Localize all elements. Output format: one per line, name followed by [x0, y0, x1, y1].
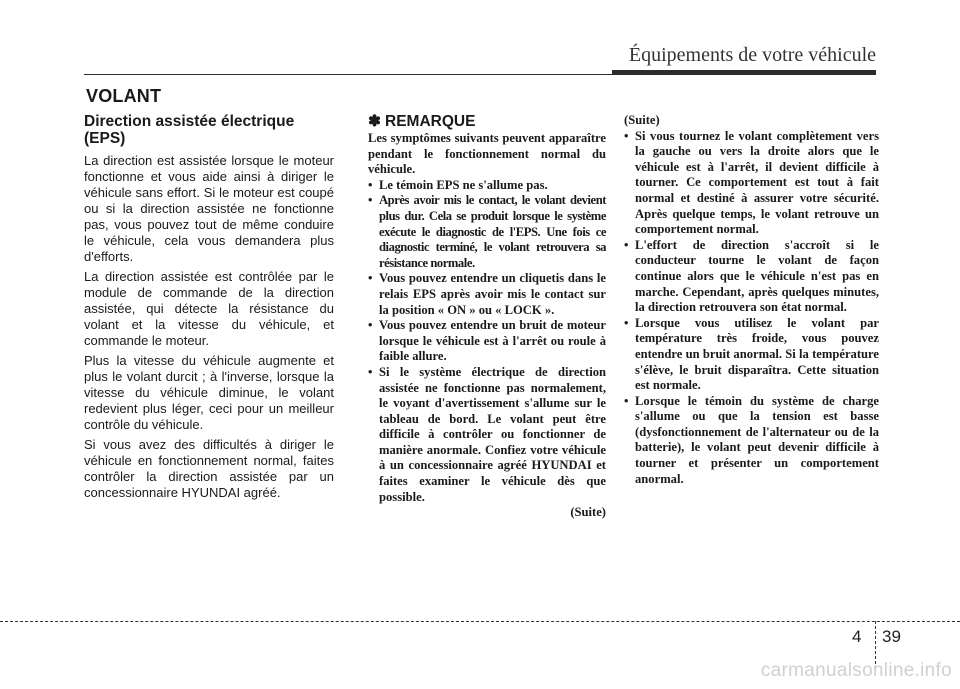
remarque-list-continued: [624, 129, 879, 488]
section-title: VOLANT: [86, 86, 162, 106]
remarque-intro: Les symptômes suivants peuvent apparaître pendant le fonctionnement normal du véhicule.: [368, 131, 606, 177]
footer-rule: [0, 621, 960, 622]
eps-paragraph: Plus la vitesse du véhicule augmente et plus le volant durcit ; à l'inverse, lorsque la vitesse du véhicule diminue, le volant redevient plus léger, ceci pour un meilleur contrôle du véhicule.: [84, 353, 334, 432]
watermark: carmanualsonline.info: [760, 660, 952, 681]
column-remarque: [368, 113, 606, 521]
list-item: • Lorsque le témoin du système de charge s'allume ou que la tension est basse (dysfonctionnement de l'alternateur ou de la batterie), le volant peut devenir difficile à tourner et présenter un comportement anormal.: [624, 394, 879, 488]
remarque-list: [368, 178, 606, 505]
list-item: • Le témoin EPS ne s'allume pas.: [368, 178, 606, 194]
header-rule: [84, 74, 876, 75]
remarque-title: REMARQUE: [385, 113, 476, 130]
asterisk-icon: ✽: [368, 113, 381, 130]
list-item: • L'effort de direction s'accroît si le conducteur tourne le volant de façon continue alors que le véhicule n'est pas en marche. Cependant, après quelques minutes, la direction retrouvera son état normal.: [624, 238, 879, 316]
continued-label: (Suite): [624, 113, 660, 127]
list-item: • Lorsque vous utilisez le volant par température très froide, vous pouvez entendre un bruit anormal. Si la température s'élève, le bruit disparaîtra. Cette situation est normale.: [624, 316, 879, 394]
eps-subheading-line1: Direction assistée électrique: [84, 113, 295, 130]
column-remarque-continued: [624, 113, 879, 487]
chapter-number: 4: [852, 627, 862, 646]
page-number: 39: [882, 627, 901, 646]
list-item: • Vous pouvez entendre un bruit de moteur lorsque le véhicule est à l'arrêt ou roule à faible allure.: [368, 318, 606, 365]
eps-paragraph: La direction assistée est contrôlée par le module de commande de la direction assistée, qui détecte la résistance du volant et la vitesse du véhicule, et commande le moteur.: [84, 269, 334, 348]
continued-label: (Suite): [570, 505, 606, 520]
list-item: • Si le système électrique de direction assistée ne fonctionne pas normalement, le voyant d'avertissement s'allume sur le tableau de bord. Le volant peut être difficile à contrôler ou fonctionner de manière anormale. Confiez votre véhicule à un concessionnaire agréé HYUNDAI et faites examiner le véhicule dès que possible.: [368, 365, 606, 505]
eps-paragraph: Si vous avez des difficultés à diriger le véhicule en fonctionnement normal, faites contrôler la direction assistée par un concessionnaire HYUNDAI agréé.: [84, 437, 334, 500]
running-header-title: Équipements de votre véhicule: [628, 44, 876, 66]
eps-subheading: [84, 113, 334, 147]
eps-subheading-line2: (EPS): [84, 130, 126, 147]
column-eps: [84, 113, 334, 505]
eps-paragraph: La direction est assistée lorsque le moteur fonctionne et vous aide ainsi à diriger le véhicule sans effort. Si le moteur est coupé ou si la direction assistée ne fonctionne pas, vous pouvez tout de même conduire le véhicule, cela vous demandera plus d'efforts.: [84, 153, 334, 264]
list-item: • Si vous tournez le volant complètement vers la gauche ou vers la droite alors que le véhicule est à l'arrêt, il devient difficile à tourner. Ce comportement est tout à fait normal et destiné à assurer votre sécurité. Après quelque temps, le volant retrouve un comportement normal.: [624, 129, 879, 238]
list-item: • Après avoir mis le contact, le volant devient plus dur. Cela se produit lorsque le système exécute le diagnostic de l'EPS. Une fois ce diagnostic terminé, le volant retrouvera sa résistance normale.: [368, 193, 606, 271]
list-item: • Vous pouvez entendre un cliquetis dans le relais EPS après avoir mis le contact sur la position « ON » ou « LOCK ».: [368, 271, 606, 318]
remarque-heading: [368, 113, 606, 130]
